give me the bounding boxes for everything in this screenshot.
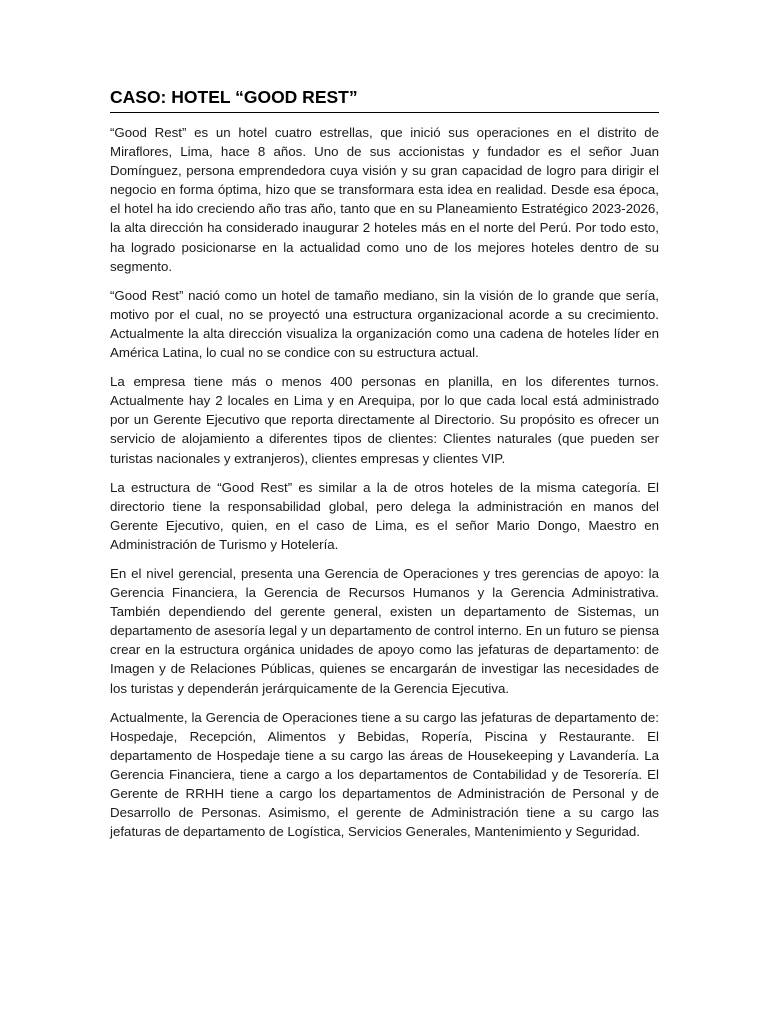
paragraph-staff: La empresa tiene más o menos 400 personas en planilla, en los diferentes turnos. Actualmente hay 2 locales en Lima y en Arequipa, por lo que cada local está administrado por un Gerente Ejecutivo que reporta directamente al Directorio. Su propósito es ofrecer un servicio de alojamiento a diferentes tipos de clientes: Clientes naturales (que pueden ser turistas nacionales y extranjeros), clientes empresas y clientes VIP. [110, 374, 659, 466]
paragraph-structure: La estructura de “Good Rest” es similar a la de otros hoteles de la misma categoría. El directorio tiene la responsabilidad global, pero delega la administración en manos del Gerente Ejecutivo, quien, en el caso de Lima, es el señor Mario Dongo, Maestro en Administración de Turismo y Hotelería. [110, 479, 659, 552]
document-title: CASO: HOTEL “GOOD REST” [110, 86, 659, 113]
paragraph-management-level: En el nivel gerencial, presenta una Gerencia de Operaciones y tres gerencias de apoyo: la Gerencia Financiera, la Gerencia de Recursos Humanos y la Gerencia Administrativa. También dependiendo del gerente general, existen un departamento de Sistemas, un departamento de asesoría legal y un departamento de control interno. En un futuro se piensa crear en la estructura orgánica unidades de apoyo como las jefaturas de departamento: de Imagen y de Relaciones Públicas, quienes se encargarán de investigar las necesidades de los turistas y dependerán jerárquicamente de la Gerencia Ejecutiva. [110, 565, 659, 696]
paragraph-intro: “Good Rest” es un hotel cuatro estrellas, que inició sus operaciones en el distrito de Miraflores, Lima, hace 8 años. Uno de sus accionistas y fundador es el señor Juan Domínguez, persona emprendedora cuya visión y su gran capacidad de logro para dirigir el negocio en forma óptima, hizo que se transformara esta idea en realidad. Desde esa época, el hotel ha ido creciendo año tras año, tanto que en su Planeamiento Estratégico 2023-2026, la alta dirección ha considerado inaugurar 2 hoteles más en el norte del Perú. Por todo esto, ha logrado posicionarse en la actualidad como uno de los mejores hoteles dentro de su segmento. [110, 125, 659, 274]
paragraph-operations: Actualmente, la Gerencia de Operaciones tiene a su cargo las jefaturas de departamento de: Hospedaje, Recepción, Alimentos y Bebidas, Ropería, Piscina y Restaurante. El departamento de Hospedaje tiene a su cargo las áreas de Housekeeping y Lavandería. La Gerencia Financiera, tiene a cargo a los departamentos de Contabilidad y de Tesorería. El Gerente de RRHH tiene a cargo los departamentos de Administración de Personal y de Desarrollo de Personas. Asimismo, el gerente de Administración tiene a su cargo las jefaturas de departamento de Logística, Servicios Generales, Mantenimiento y Seguridad. [110, 709, 659, 840]
document-content [110, 86, 659, 851]
paragraph-origin: “Good Rest” nació como un hotel de tamaño mediano, sin la visión de lo grande que sería, motivo por el cual, no se proyectó una estructura organizacional acorde a su crecimiento. Actualmente la alta dirección visualiza la organización como una cadena de hoteles líder en América Latina, lo cual no se condice con su estructura actual. [110, 287, 659, 361]
document-body [110, 123, 659, 841]
